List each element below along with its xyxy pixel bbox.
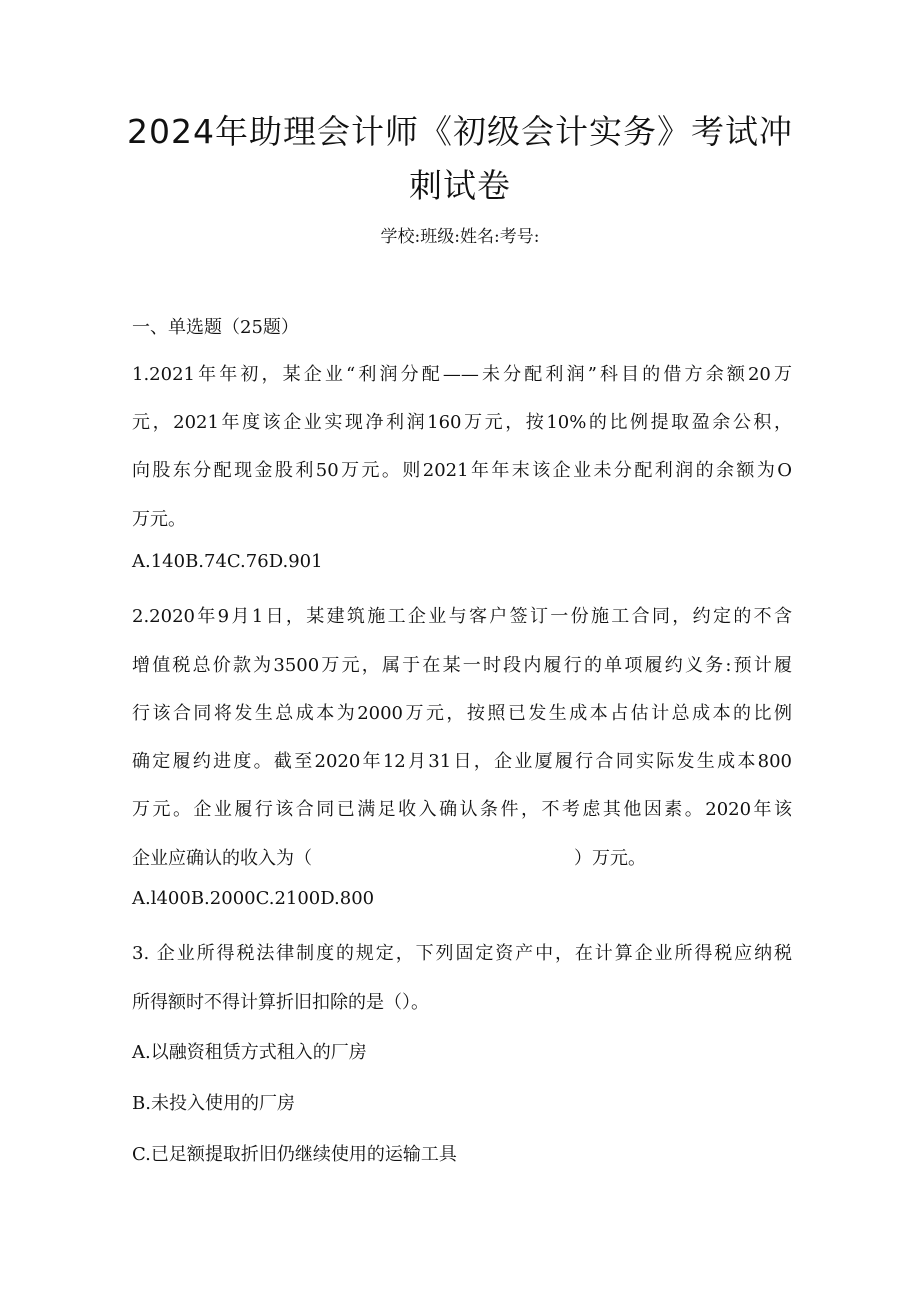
question-2-options: A.l400B.2000C.2100D.800 [132,888,375,909]
question-2-line-5: 万元。企业履行该合同已满足收入确认条件，不考虑其他因素。2020年该 [132,799,792,820]
section-heading: 一、单选题（25题） [132,317,299,338]
question-2-line-6-start: 企业应确认的收入为（ [132,848,312,869]
question-1-line-1: 1.2021年年初，某企业“利润分配——未分配利润”科目的借方余额20万 [132,364,792,385]
document-title-line-2: 刺试卷 [409,166,511,205]
question-2-line-6-end: ）万元。 [574,848,646,869]
question-3-option-b: B.未投入使用的厂房 [132,1093,295,1114]
document-title-line-1: 2024年助理会计师《初级会计实务》考试冲 [127,112,793,151]
question-1-line-2: 元，2021年度该企业实现净利润160万元，按10%的比例提取盈余公积， [132,412,792,433]
question-3-option-a: A.以融资租赁方式租入的厂房 [132,1042,367,1063]
question-1-line-3: 向股东分配现金股利50万元。则2021年年末该企业未分配利润的余额为O [132,460,792,481]
question-2-line-2: 增值税总价款为3500万元，属于在某一时段内履行的单项履约义务:预计履 [132,655,792,676]
question-2-line-4: 确定履约进度。截至2020年12月31日，企业厦履行合同实际发生成本800 [132,751,792,772]
question-3-line-1: 3. 企业所得税法律制度的规定，下列固定资产中，在计算企业所得税应纳税 [132,943,792,964]
question-1-line-4: 万元。 [132,509,186,530]
question-3-line-2: 所得额时不得计算折旧扣除的是（）。 [132,992,429,1013]
question-2-line-1: 2.2020年9月1日，某建筑施工企业与客户签订一份施工合同，约定的不含 [132,606,792,627]
question-2-line-3: 行该合同将发生总成本为2000万元，按照已发生成本占估计总成本的比例 [132,703,792,724]
student-info-line: 学校:班级:姓名:考号: [380,227,540,247]
question-2-line-6 [132,845,792,873]
question-1-options: A.140B.74C.76D.901 [132,551,323,572]
question-3-option-c: C.已足额提取折旧仍继续使用的运输工具 [132,1144,457,1165]
